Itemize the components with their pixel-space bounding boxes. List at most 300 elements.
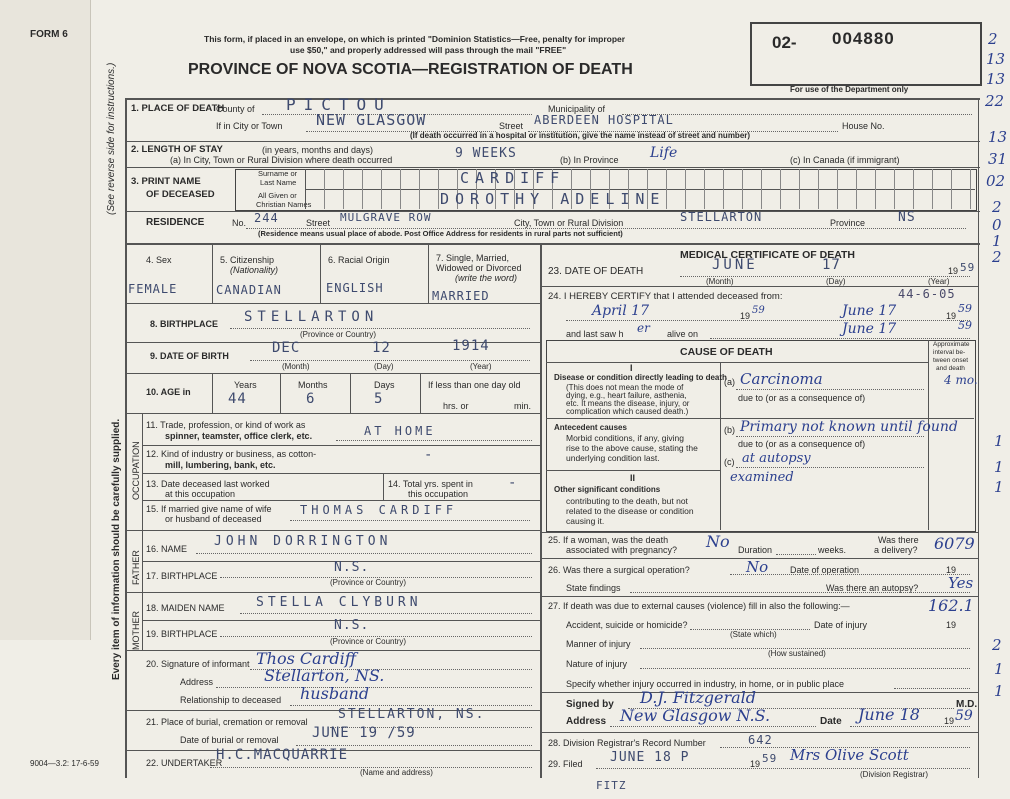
- cause-b-prefix: (b): [724, 425, 735, 435]
- q23-label: 23. DATE OF DEATH: [548, 266, 644, 277]
- q27-label: 27. If death was due to external causes (violence) fill in also the following:—: [548, 601, 850, 611]
- q12-label-2: mill, lumbering, bank, etc.: [165, 460, 276, 470]
- informant-signature: Thos Cardiff: [256, 649, 357, 668]
- day-sub: (Day): [374, 362, 394, 371]
- citizenship-value: CANADIAN: [216, 283, 282, 297]
- rule: [928, 340, 929, 530]
- cause-heading: CAUSE OF DEATH: [680, 346, 773, 358]
- q12-value: -: [424, 447, 434, 463]
- stay-c-label: (c) In Canada (if immigrant): [790, 155, 900, 165]
- stay-a-value: 9 WEEKS: [455, 146, 517, 161]
- sex-label: 4. Sex: [146, 255, 172, 265]
- registration-number: 004880: [832, 29, 895, 48]
- disease-note: dying, e.g., heart failure, asthenia,: [566, 391, 687, 400]
- other-conditions-note: related to the disease or condition: [566, 506, 694, 516]
- cause-a-prefix: (a): [724, 377, 735, 387]
- residence-label: RESIDENCE: [146, 217, 205, 228]
- rule: [540, 692, 978, 693]
- autopsy-value: Yes: [948, 574, 974, 592]
- undertaker-value: H.C.MACQUARRIE: [216, 747, 349, 763]
- rule: [280, 373, 281, 413]
- margin-code: 1: [994, 660, 1004, 678]
- cause-c-prefix: (c): [724, 457, 735, 467]
- md-label: M.D.: [956, 699, 978, 710]
- informant-signature-label: 20. Signature of informant: [146, 659, 250, 669]
- sex-value: FEMALE: [128, 282, 178, 296]
- q24-last-date: June 17: [842, 321, 897, 337]
- margin-code: 1: [992, 232, 1002, 250]
- department-use-note: For use of the Department only: [790, 85, 909, 94]
- signed-address-value: New Glasgow N.S.: [620, 706, 771, 725]
- rule: [212, 243, 213, 303]
- q15-label-2: or husband of deceased: [165, 514, 262, 524]
- medical-heading: MEDICAL CERTIFICATE OF DEATH: [680, 249, 855, 261]
- letter-box-divider: [438, 169, 439, 209]
- rule: [640, 668, 970, 669]
- margin-code: 22: [985, 92, 1005, 110]
- mother-birthplace-label: 19. BIRTHPLACE: [146, 629, 218, 639]
- rule: [736, 436, 924, 437]
- stay-b-label: (b) In Province: [560, 155, 619, 165]
- house-label: House No.: [842, 121, 885, 131]
- rule: [428, 243, 429, 303]
- antecedent-note: rise to the above cause, stating the: [566, 443, 698, 453]
- q28-value: 642: [748, 733, 773, 747]
- relationship-label: Relationship to deceased: [180, 695, 282, 705]
- rule: [250, 360, 530, 361]
- cause-c-value: at autopsy: [742, 451, 811, 466]
- rule: [142, 473, 540, 474]
- disease-note: (This does not mean the mode of: [566, 383, 684, 392]
- q24-alive-label: alive on: [667, 329, 699, 339]
- stay-a-label: (a) In City, Town or Rural Division where death occurred: [170, 155, 393, 165]
- q13-label-1: 13. Date deceased last worked: [146, 479, 270, 489]
- q24-label: 24. I HEREBY CERTIFY that I attended deceased from:: [548, 291, 783, 302]
- letter-box-divider: [856, 169, 857, 209]
- q27-code: 162.1: [928, 596, 974, 615]
- q24-to: June 17: [842, 303, 897, 319]
- marital-label: Widowed or Divorced: [436, 263, 522, 273]
- birthplace-value: STELLARTON: [244, 309, 379, 325]
- q24-last-her: er: [637, 321, 650, 335]
- division-registrar-sub: (Division Registrar): [860, 770, 929, 779]
- age-days-value: 5: [374, 391, 384, 407]
- margin-code: 2: [992, 636, 1002, 654]
- form-code: 9004—3.2: 17-6-59: [30, 759, 99, 768]
- letter-box-divider: [704, 169, 705, 209]
- rule: [978, 98, 979, 778]
- min-label: min.: [514, 401, 532, 411]
- letter-box-divider: [723, 169, 724, 209]
- given-name-label: All Given or: [258, 191, 297, 200]
- cause-b-value: Primary not known until found: [740, 419, 958, 435]
- rule: [336, 440, 532, 441]
- margin-code: 1: [994, 478, 1004, 496]
- rule: [240, 613, 532, 614]
- op-date-label: Date of operation: [790, 565, 860, 575]
- residence-street-value: MULGRAVE ROW: [340, 211, 432, 224]
- rule: [630, 592, 970, 593]
- q23-year: 59: [960, 261, 976, 274]
- cause-a-value: Carcinoma: [740, 370, 823, 388]
- q26-value: No: [746, 558, 769, 576]
- q29-year: 59: [762, 752, 778, 765]
- margin-code: 2: [992, 248, 1002, 266]
- q29-registrar-signature: Mrs Olive Scott: [790, 746, 909, 764]
- residence-note: (Residence means usual place of abode. Post Office Address for residents in rural parts not sufficient): [258, 229, 623, 238]
- accident-label: Accident, suicide or homicide?: [566, 620, 688, 630]
- dob-month: DEC: [272, 340, 301, 356]
- city-label: If in City or Town: [216, 121, 283, 131]
- weeks-label: weeks.: [818, 545, 847, 555]
- rule: [710, 338, 970, 339]
- manner-label: Manner of injury: [566, 639, 631, 649]
- rule: [610, 726, 816, 727]
- residence-province-value: NS: [898, 210, 916, 225]
- dob-label: 9. DATE OF BIRTH: [150, 351, 229, 361]
- rule: [320, 243, 321, 303]
- age-months-label: Months: [298, 380, 328, 390]
- section-3-label-2: OF DECEASED: [146, 189, 215, 200]
- delivery-label: a delivery?: [874, 545, 918, 555]
- section-3-label-1: 3. PRINT NAME: [131, 176, 201, 187]
- given-name-value: DOROTHY ADELINE: [440, 190, 666, 208]
- q24-from-year-prefix: 19: [740, 311, 751, 321]
- q14-label-1: 14. Total yrs. spent in: [388, 479, 473, 489]
- informant-address: Stellarton, NS.: [264, 666, 385, 685]
- letter-box-divider: [685, 169, 686, 209]
- rule: [622, 114, 972, 115]
- due-to-label: due to (or as a consequence of): [738, 393, 866, 403]
- q25-label: 25. If a woman, was the death: [548, 535, 669, 545]
- hospital-note: (If death occurred in a hospital or institution, give the name instead of street and number): [410, 131, 751, 140]
- rule: [546, 470, 720, 471]
- rule: [736, 467, 924, 468]
- nature-label: Nature of injury: [566, 659, 628, 669]
- rule: [776, 554, 816, 555]
- q11-label-2: spinner, teamster, office clerk, etc.: [165, 431, 313, 441]
- letter-box-divider: [419, 169, 420, 209]
- cause-c-continued: examined: [730, 470, 794, 485]
- father-name-label: 16. NAME: [146, 544, 188, 554]
- street-label: Street: [499, 121, 524, 131]
- registration-prefix: 02-: [772, 33, 797, 52]
- letter-box-divider: [761, 169, 762, 209]
- rule: [290, 520, 530, 521]
- rule: [142, 500, 540, 501]
- postal-note-line-1: This form, if placed in an envelope, on which is printed "Dominion Statistics—Free, penalty for improper: [204, 34, 626, 44]
- state-which-sub: (State which): [730, 630, 777, 639]
- father-birthplace-value: N.S.: [334, 560, 370, 575]
- marital-label: 7. Single, Married,: [436, 253, 510, 263]
- rule: [540, 532, 978, 533]
- letter-box-divider: [970, 169, 971, 209]
- antecedent-note: underlying condition last.: [566, 453, 660, 463]
- margin-code: 13: [986, 50, 1006, 68]
- rule: [125, 243, 980, 245]
- county-label: County of: [216, 104, 255, 114]
- birthplace-sub: (Province or Country): [300, 330, 377, 339]
- undertaker-label: 22. UNDERTAKER: [146, 758, 223, 768]
- rule: [125, 530, 540, 531]
- rule: [850, 726, 970, 727]
- disease-note: etc. It means the disease, injury, or: [566, 399, 690, 408]
- age-days-label: Days: [374, 380, 395, 390]
- letter-box-divider: [837, 169, 838, 209]
- dob-year: 1914: [452, 338, 490, 354]
- q26-label: 26. Was there a surgical operation?: [548, 565, 690, 575]
- margin-code: 1: [994, 432, 1004, 450]
- injury-date-label: Date of injury: [814, 620, 868, 630]
- signed-by-label: Signed by: [566, 699, 614, 710]
- signed-date-year: 59: [955, 708, 973, 724]
- q15-value: THOMAS CARDIFF: [300, 503, 458, 517]
- how-sustained-sub: (How sustained): [768, 649, 826, 658]
- mother-maiden-value: STELLA CLYBURN: [256, 595, 422, 610]
- q25-label: associated with pregnancy?: [566, 545, 678, 555]
- residence-city-label: City, Town or Rural Division: [514, 218, 624, 228]
- under-one-day-label: If less than one day old: [428, 380, 521, 390]
- margin-code: 0: [992, 216, 1002, 234]
- racial-origin-value: ENGLISH: [326, 281, 384, 295]
- rule: [596, 768, 970, 769]
- rule: [546, 362, 928, 363]
- antecedent-note: Morbid conditions, if any, giving: [566, 433, 684, 443]
- rule: [216, 687, 532, 688]
- part-1-label: I: [630, 363, 633, 373]
- rule: [540, 596, 978, 597]
- street-value: ABERDEEN HOSPITAL: [534, 113, 674, 127]
- folded-left-edge: [0, 0, 91, 640]
- rule: [894, 688, 970, 689]
- interval-head: and death: [936, 365, 965, 372]
- letter-box-divider: [818, 169, 819, 209]
- rule: [125, 167, 980, 168]
- residence-city-value: STELLARTON: [680, 210, 763, 224]
- letter-box-divider: [381, 169, 382, 209]
- letter-box-divider: [742, 169, 743, 209]
- county-value: PICTOU: [286, 95, 392, 114]
- duration-label: Duration: [738, 545, 773, 555]
- father-side-label: FATHER: [131, 550, 141, 585]
- q23-month-sub: (Month): [706, 277, 734, 286]
- q24-from: April 17: [592, 303, 649, 319]
- q24-to-year: 59: [958, 302, 972, 315]
- rule: [125, 413, 540, 414]
- q28-label: 28. Division Registrar's Record Number: [548, 738, 706, 748]
- q24-code: 44-6-05: [898, 287, 956, 301]
- letter-box-divider: [362, 169, 363, 209]
- margin-code: 2: [988, 30, 998, 48]
- form-label: FORM 6: [30, 29, 68, 40]
- relationship-value: husband: [300, 684, 370, 703]
- margin-code: 13: [986, 70, 1006, 88]
- specify-label: Specify whether injury occurred in industry, in home, or in public place: [566, 679, 844, 689]
- father-name-value: JOHN DORRINGTON: [214, 534, 392, 549]
- hrs-label: hrs. or: [443, 401, 469, 411]
- rule: [290, 705, 532, 706]
- mother-maiden-label: 18. MAIDEN NAME: [146, 603, 225, 613]
- letter-box-divider: [894, 169, 895, 209]
- op-date-year-prefix: 19: [946, 565, 957, 575]
- signed-date-value: June 18: [858, 705, 920, 724]
- margin-code: 31: [988, 150, 1008, 168]
- other-conditions-label: Other significant conditions: [554, 485, 661, 494]
- surname-label: Last Name: [260, 178, 297, 187]
- state-findings-label: State findings: [566, 583, 621, 593]
- section-2-label: 2. LENGTH OF STAY: [131, 144, 223, 155]
- stay-note: (in years, months and days): [262, 145, 374, 155]
- q11-value: AT HOME: [364, 424, 436, 438]
- q23-day: 17: [822, 257, 841, 273]
- q24-last-year: 59: [958, 319, 972, 332]
- surname-label: Surname or: [258, 169, 298, 178]
- information-supplied-note: Every item of information should be carefully supplied.: [111, 418, 122, 680]
- delivery-code: 6079: [934, 534, 975, 553]
- q23-month: JUNE: [712, 257, 758, 273]
- rule: [125, 303, 540, 304]
- fitz-note: FITZ: [596, 779, 627, 792]
- signed-by-value: D.J. Fitzgerald: [640, 688, 757, 707]
- letter-box-divider: [400, 169, 401, 209]
- injury-date-year-prefix: 19: [946, 620, 957, 630]
- rule: [230, 328, 530, 329]
- interval-head: interval be-: [933, 349, 966, 356]
- margin-code: 1: [994, 458, 1004, 476]
- rule: [196, 553, 532, 554]
- mother-side-label: MOTHER: [131, 611, 141, 650]
- part-2-label: II: [630, 473, 636, 483]
- letter-box-divider: [932, 169, 933, 209]
- q13-label-2: at this occupation: [165, 489, 236, 499]
- burial-place-label: 21. Place of burial, cremation or removal: [146, 717, 308, 727]
- rule: [142, 592, 143, 650]
- q14-label-2: this occupation: [408, 489, 469, 499]
- rule: [125, 373, 540, 374]
- father-birthplace-sub: (Province or Country): [330, 578, 407, 587]
- signed-address-label: Address: [566, 716, 607, 727]
- letter-box-divider: [780, 169, 781, 209]
- rule: [720, 362, 721, 530]
- age-years-value: 44: [228, 391, 247, 407]
- burial-date-value: JUNE 19 /59: [312, 725, 416, 741]
- rule: [125, 141, 980, 142]
- residence-province-label: Province: [830, 218, 866, 228]
- q11-label-1: 11. Trade, profession, or kind of work as: [146, 420, 306, 430]
- form-title: PROVINCE OF NOVA SCOTIA—REGISTRATION OF DEATH: [188, 61, 633, 78]
- rule: [383, 473, 384, 500]
- letter-box-divider: [343, 169, 344, 209]
- letter-box-divider: [666, 169, 667, 209]
- q29-year-prefix: 19: [750, 759, 761, 769]
- rule: [125, 98, 980, 100]
- autopsy-label: Was there an autopsy?: [826, 583, 919, 593]
- letter-box-divider: [951, 169, 952, 209]
- informant-address-label: Address: [180, 677, 214, 687]
- margin-code: 02: [986, 172, 1006, 190]
- letter-box-divider: [324, 169, 325, 209]
- marital-sub: (write the word): [455, 273, 518, 283]
- age-months-value: 6: [306, 391, 316, 407]
- disease-label: Disease or condition directly leading to death: [554, 373, 727, 382]
- margin-code: 2: [992, 198, 1002, 216]
- father-birthplace-label: 17. BIRTHPLACE: [146, 571, 218, 581]
- letter-box-divider: [913, 169, 914, 209]
- q24-from-year: 59: [752, 305, 765, 316]
- given-name-label: Christian Names: [256, 200, 312, 209]
- dob-day: 12: [372, 340, 391, 356]
- q24-last-label: and last saw h: [566, 329, 624, 339]
- mother-birthplace-value: N.S.: [334, 618, 370, 633]
- rule: [212, 373, 213, 413]
- rule: [305, 169, 306, 209]
- residence-street-label: Street: [306, 218, 331, 228]
- rule: [350, 373, 351, 413]
- q24-to-year-prefix: 19: [946, 311, 957, 321]
- age-years-label: Years: [234, 380, 257, 390]
- letter-box-divider: [799, 169, 800, 209]
- burial-date-label: Date of burial or removal: [180, 735, 279, 745]
- q23-year-prefix: 19: [948, 266, 959, 276]
- due-to-label: due to (or as a consequence of): [738, 439, 866, 449]
- section-1-label: 1. PLACE OF DEATH: [131, 103, 225, 114]
- age-label: 10. AGE in: [146, 387, 191, 397]
- mother-birthplace-sub: (Province or Country): [330, 637, 407, 646]
- rule: [125, 98, 127, 778]
- disease-note: complication which caused death.): [566, 407, 689, 416]
- city-value: NEW GLASGOW: [316, 111, 427, 129]
- rule: [730, 574, 970, 575]
- rule: [736, 389, 924, 390]
- citizenship-label: 5. Citizenship: [220, 255, 275, 265]
- rule: [296, 745, 532, 746]
- delivery-label: Was there: [878, 535, 919, 545]
- q15-label-1: 15. If married give name of wife: [146, 504, 272, 514]
- margin-code: 13: [988, 128, 1008, 146]
- q23-day-sub: (Day): [826, 277, 846, 286]
- rule: [125, 592, 540, 593]
- q14-value: -: [508, 475, 518, 491]
- residence-no-value: 244: [254, 211, 279, 225]
- q12-label-1: 12. Kind of industry or business, as cotton-: [146, 449, 317, 459]
- interval-head: tween onset: [933, 357, 969, 364]
- year-sub: (Year): [470, 362, 492, 371]
- q29-label: 29. Filed: [548, 759, 583, 769]
- rule: [142, 413, 143, 530]
- rule: [142, 445, 540, 446]
- birthplace-label: 8. BIRTHPLACE: [150, 319, 219, 329]
- residence-no-label: No.: [232, 218, 247, 228]
- signed-date-year-prefix: 19: [944, 716, 955, 726]
- antecedent-label: Antecedent causes: [554, 423, 627, 432]
- rule: [566, 320, 970, 321]
- racial-origin-label: 6. Racial Origin: [328, 255, 390, 265]
- reverse-instructions-note: (See reverse side for instructions.): [106, 62, 117, 215]
- month-sub: (Month): [282, 362, 310, 371]
- q23-year-sub: (Year): [928, 277, 950, 286]
- postal-note-line-2: use $50," and properly addressed will pass through the mail "FREE": [290, 45, 567, 55]
- surname-value: CARDIFF: [460, 169, 566, 187]
- burial-place-value: STELLARTON, NS.: [338, 707, 486, 722]
- citizenship-sub: (Nationality): [230, 265, 279, 275]
- q25-value: No: [706, 532, 730, 551]
- other-conditions-note: causing it.: [566, 516, 605, 526]
- other-conditions-note: contributing to the death, but not: [566, 496, 688, 506]
- interval-head: Approximate: [933, 341, 970, 348]
- margin-code: 1: [994, 682, 1004, 700]
- letter-box-divider: [875, 169, 876, 209]
- stay-b-value: Life: [650, 145, 678, 161]
